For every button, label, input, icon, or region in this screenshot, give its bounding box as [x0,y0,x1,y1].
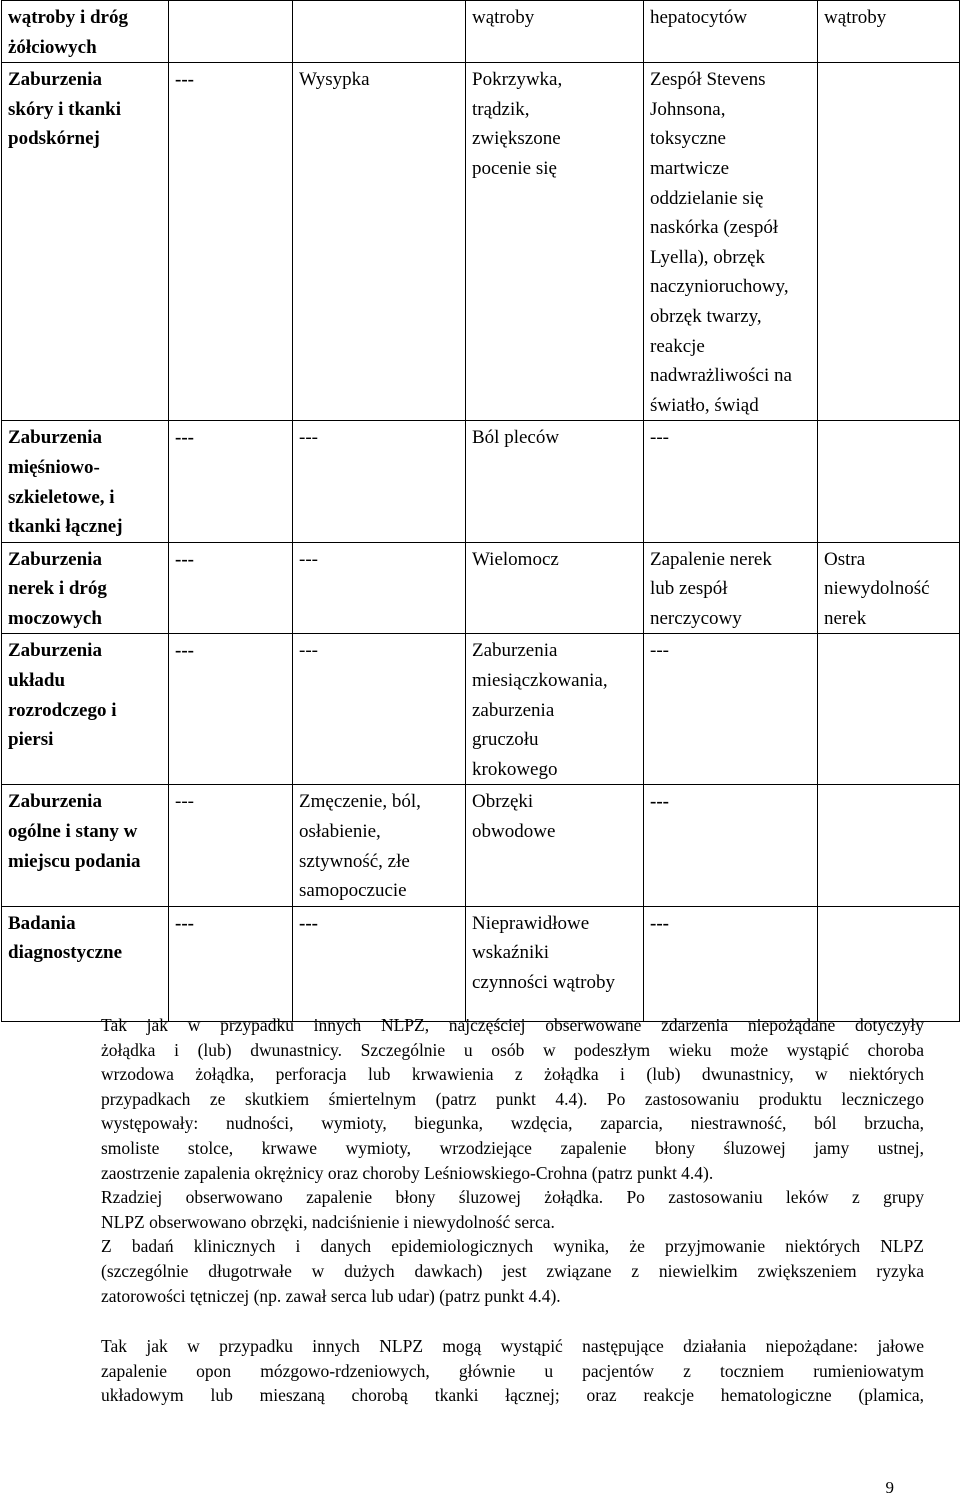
table-cell-organ-class: Badania diagnostyczne [2,906,169,1021]
text-line: Tak jak w przypadku innych NLPZ mogą wystąpić następujące działania niepożądane: jałowe [101,1336,924,1356]
text-line: układowym lub mieszaną chorobą tkanki łącznej; oraz reakcje hematologiczne (plamica, [101,1385,924,1406]
table-cell: Zmęczenie, ból, osłabienie, sztywność, złe samopoczucie [293,785,466,906]
table-cell: --- [293,906,466,1021]
table-cell-organ-class: Zaburzenia skóry i tkanki podskórnej [2,63,169,421]
table-cell: wątroby [818,1,960,63]
table-cell: Obrzęki obwodowe [466,785,644,906]
table-cell: --- [293,634,466,785]
text-line: Z badań klinicznych i danych epidemiologicznych wynika, że przyjmowanie niektórych NLPZ [101,1236,924,1257]
table-cell: Zespół Stevens Johnsona, toksyczne martwicze oddzielanie się naskórka (zespół Lyella), obrzęk naczynioruchowy, obrzęk twarzy, reakcje nadwrażliwości na światło, świąd [644,63,818,421]
table-cell [293,1,466,63]
table-cell-organ-class: Zaburzenia układu rozrodczego i piersi [2,634,169,785]
text-line: zapalenie opon mózgowo-rdzeniowych, głównie u pacjentów z toczniem rumieniowatym [101,1360,924,1381]
table-cell: Zaburzenia miesiączkowania, zaburzenia gruczołu krokowego [466,634,644,785]
text-line: NLPZ obserwowano obrzęki, nadciśnienie i niewydolność serca. [101,1211,555,1232]
table-cell: --- [644,906,818,1021]
table-cell: --- [644,634,818,785]
table-cell: --- [293,542,466,634]
table-cell: Wielomocz [466,542,644,634]
table-row [2,785,960,906]
table-row [2,906,960,1021]
body-paragraph [101,1013,924,1308]
table-cell: --- [644,421,818,542]
table-cell-organ-class: Zaburzenia nerek i dróg moczowych [2,542,169,634]
table-cell: --- [293,421,466,542]
table-row [2,63,960,421]
text-line: zaostrzenie zapalenia okrężnicy oraz choroby Leśniowskiego-Crohna (patrz punkt 4.4). [101,1162,714,1183]
table-cell: --- [169,63,293,421]
table-cell: --- [169,634,293,785]
table-row [2,542,960,634]
table-cell [818,906,960,1021]
table-cell: wątroby [466,1,644,63]
body-paragraph [101,1334,924,1408]
table-cell: --- [169,906,293,1021]
adverse-effects-table [1,0,960,1022]
text-line: Tak jak w przypadku innych NLPZ, najczęściej obserwowane zdarzenia niepożądane dotyczyły [101,1015,924,1035]
text-line: Rzadziej obserwowano zapalenie błony śluzowej żołądka. Po zastosowaniu leków z grupy [101,1187,924,1208]
table-row [2,1,960,63]
text-line: zatorowości tętniczej (np. zawał serca lub udar) (patrz punkt 4.4). [101,1285,561,1306]
table-cell [818,63,960,421]
text-line: (szczególnie długotrwałe w dużych dawkach) jest związane z niewielkim zwiększeniem ryzyka [101,1260,924,1281]
table-cell: --- [169,785,293,906]
table-cell: Ostra niewydolność nerek [818,542,960,634]
text-line: smoliste stolce, krwawe wymioty, wrzodziejące zapalenie błony śluzowej jamy ustnej, [101,1137,924,1158]
table-cell [169,1,293,63]
text-line: wrzodowa żołądka, perforacja lub krwawienia z żołądka i (lub) dwunastnicy, w niektórych [101,1064,924,1085]
table-cell: hepatocytów [644,1,818,63]
table-cell: Pokrzywka, trądzik, zwiększone pocenie się [466,63,644,421]
table-cell: Wysypka [293,63,466,421]
table-cell [818,785,960,906]
table-cell: --- [169,542,293,634]
text-line: występowały: nudności, wymioty, biegunka, wzdęcia, zaparcia, niestrawność, ból brzucha, [101,1113,924,1134]
table-cell: Nieprawidłowe wskaźniki czynności wątroby [466,906,644,1021]
table-cell-organ-class: Zaburzenia ogólne i stany w miejscu podania [2,785,169,906]
table-cell-organ-class: wątroby i dróg żółciowych [2,1,169,63]
table-row [2,421,960,542]
table-cell: Zapalenie nerek lub zespół nerczycowy [644,542,818,634]
page-number: 9 [885,1478,894,1497]
table-cell: Ból pleców [466,421,644,542]
text-line: przypadkach ze skutkiem śmiertelnym (patrz punkt 4.4). Po zastosowaniu produktu leczniczego [101,1088,924,1109]
table-cell: --- [644,785,818,906]
table-cell-organ-class: Zaburzenia mięśniowo- szkieletowe, i tkanki łącznej [2,421,169,542]
table-row [2,634,960,785]
table-cell: --- [169,421,293,542]
table-cell [818,634,960,785]
text-line: żołądka i (lub) dwunastnicy. Szczególnie u osób w podeszłym wieku może wystąpić choroba [101,1039,924,1060]
table-cell [818,421,960,542]
